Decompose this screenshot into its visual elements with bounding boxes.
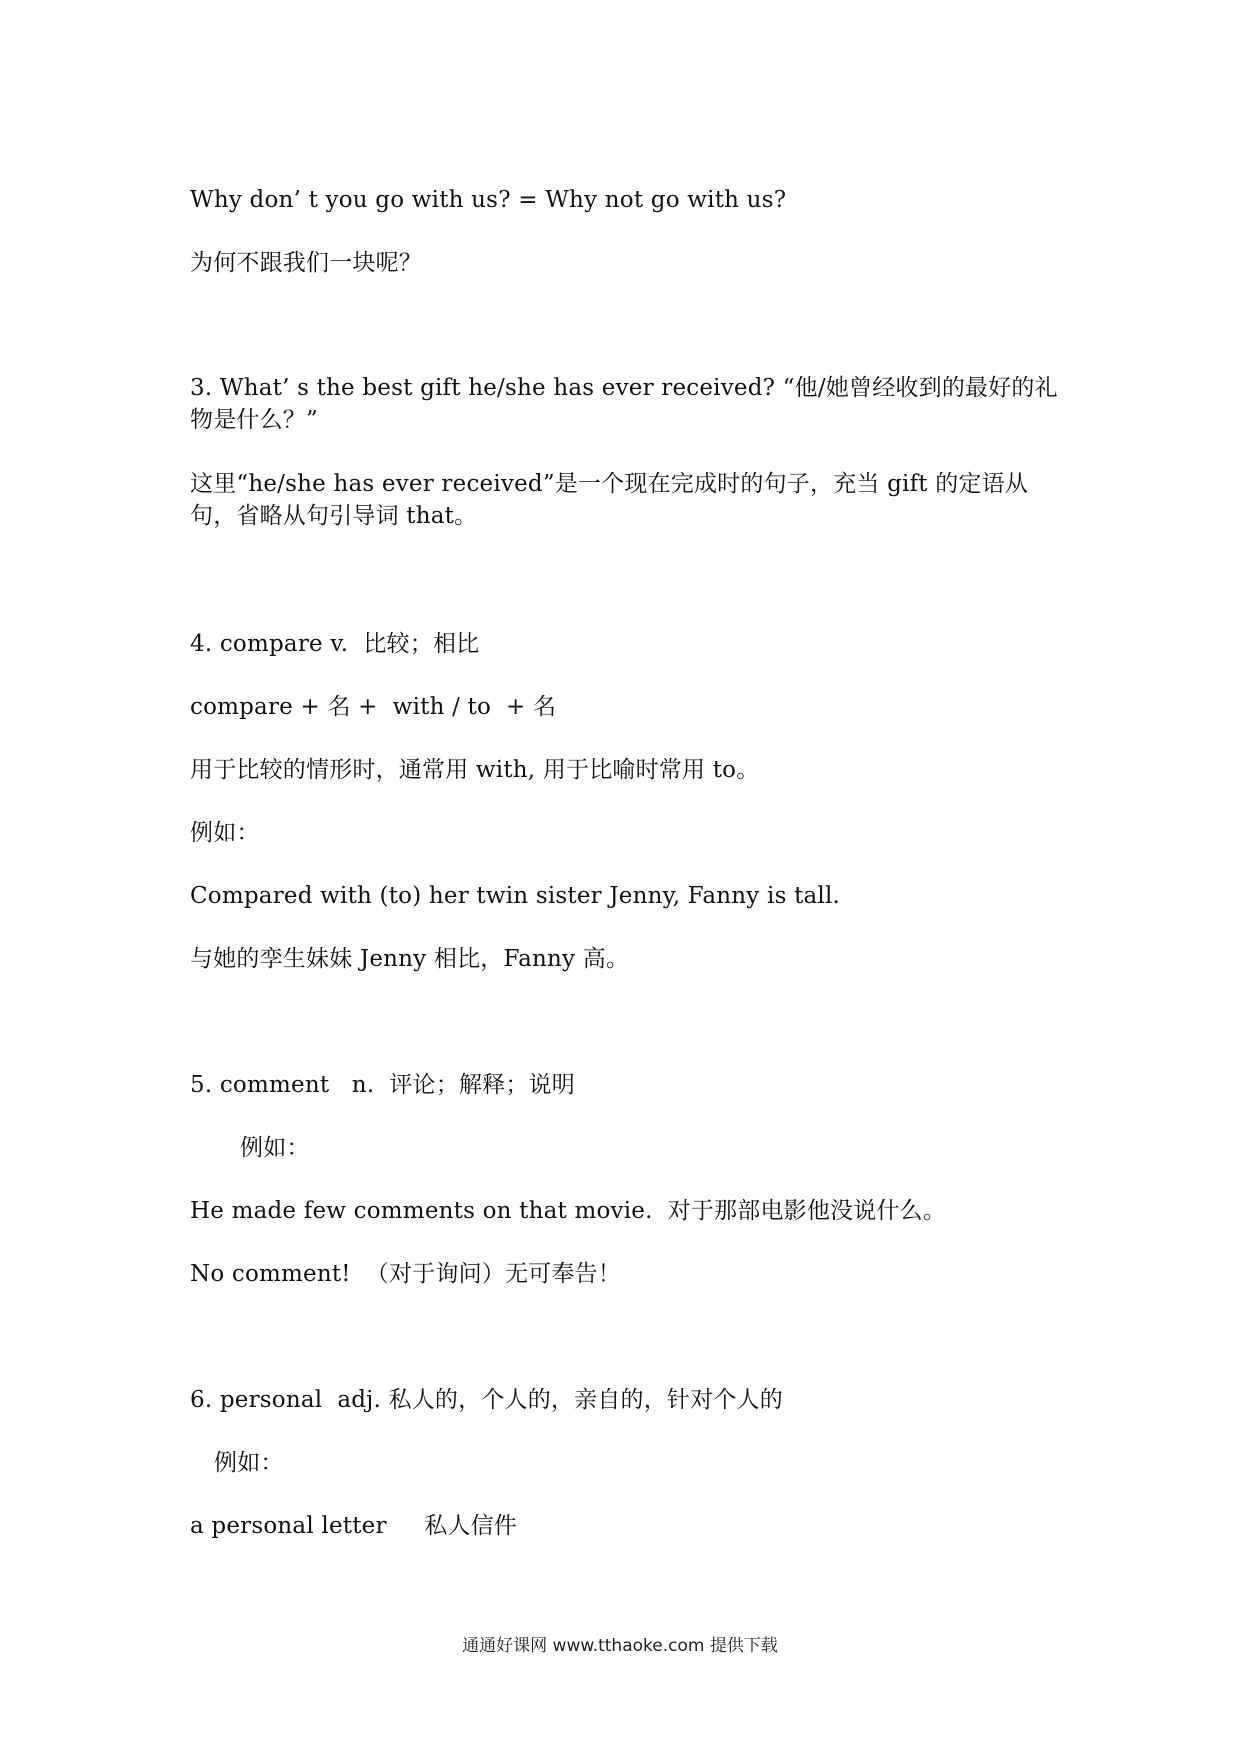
item-3-explanation: 这里“he/she has ever received”是一个现在完成时的句子，充当 gift 的定语从句，省略从句引导词 that。 <box>190 471 1029 529</box>
page-footer: 通通好课网 www.tthaoke.com 提供下载 <box>462 1636 778 1656</box>
item-5-heading: 5. comment n. 评论；解释；说明 <box>190 1072 575 1098</box>
item-3-heading: 3. What’ s the best gift he/she has ever received? “他/她曾经收到的最好的礼物是什么？” <box>190 375 1058 433</box>
item-4-usage-note: 用于比较的情形时，通常用 with, 用于比喻时常用 to。 <box>190 757 760 783</box>
item-4-example-label: 例如： <box>190 820 260 846</box>
translation-why-not: 为何不跟我们一块呢？ <box>190 250 422 276</box>
item-5-example-label: 例如： <box>240 1135 310 1161</box>
item-4-example-sentence: Compared with (to) her twin sister Jenny, Fanny is tall. <box>190 883 841 909</box>
item-6-example-label: 例如： <box>214 1450 284 1476</box>
item-4-pattern: compare + 名 + with / to + 名 <box>190 694 557 720</box>
item-4-example-translation: 与她的孪生妹妹 Jenny 相比，Fanny 高。 <box>190 946 630 972</box>
item-4-heading: 4. compare v. 比较；相比 <box>190 631 480 657</box>
item-6-heading: 6. personal adj. 私人的，个人的，亲自的，针对个人的 <box>190 1387 783 1413</box>
item-5-example-no-comment: No comment! （对于询问）无可奉告！ <box>190 1261 621 1287</box>
example-sentence-why-not: Why don’ t you go with us? = Why not go with us? <box>190 187 787 213</box>
item-6-example-phrase: a personal letter 私人信件 <box>190 1513 518 1539</box>
item-5-example-sentence: He made few comments on that movie. 对于那部电影他没说什么。 <box>190 1198 947 1224</box>
